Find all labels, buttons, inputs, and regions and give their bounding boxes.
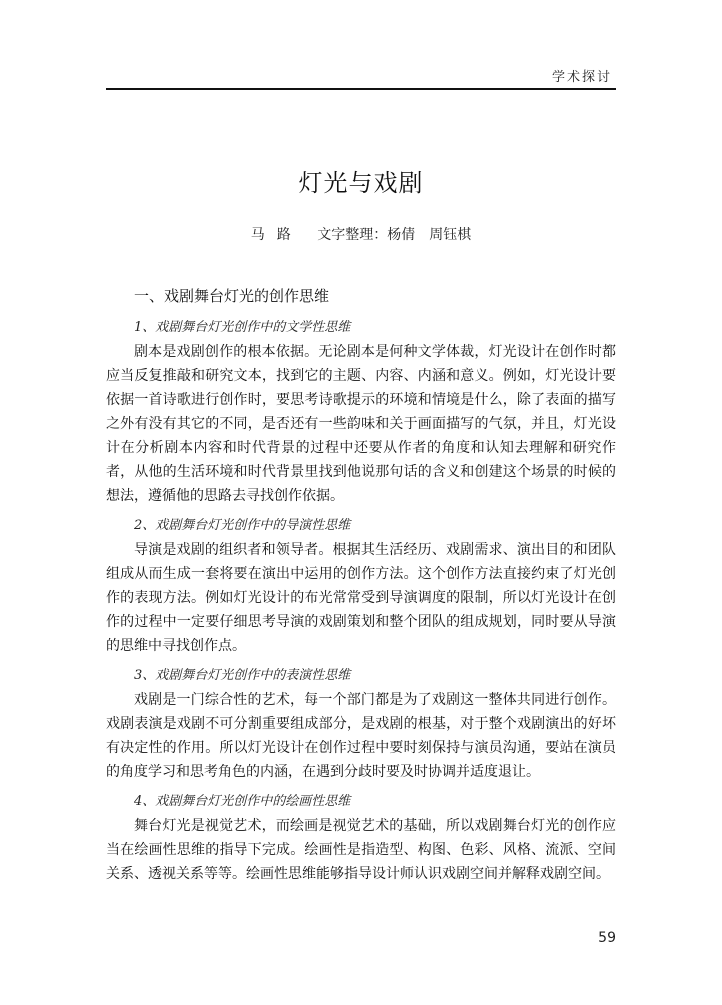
subsection-heading: 4、戏剧舞台灯光创作中的绘画性思维 bbox=[134, 794, 351, 809]
body-paragraph: 导演是戏剧的组织者和领导者。根据其生活经历、戏剧需求、演出目的和团队组成从而生成一套将要在演出中运用的创作方法。这个创作方法直接约束了灯光创作的表现方法。例如灯光设计的布光常常受到导演调度的限制，所以灯光设计在创作的过程中一定要仔细思考导演的戏剧策划和整个团队的组成规划，同时要从导演的思维中寻找创作点。 bbox=[106, 542, 616, 654]
subsection-heading: 3、戏剧舞台灯光创作中的表演性思维 bbox=[134, 668, 351, 683]
running-header-label: 学术探讨 bbox=[551, 70, 612, 85]
article-body bbox=[106, 282, 616, 886]
subsection-heading: 2、戏剧舞台灯光创作中的导演性思维 bbox=[134, 518, 351, 533]
page-number: 59 bbox=[598, 930, 616, 946]
subsection-heading: 1、戏剧舞台灯光创作中的文学性思维 bbox=[134, 320, 351, 335]
section-heading: 一、戏剧舞台灯光的创作思维 bbox=[134, 287, 330, 305]
editors-credit: 文字整理：杨倩 周钰棋 bbox=[317, 227, 472, 243]
header-rule bbox=[106, 88, 616, 90]
article-title: 灯光与戏剧 bbox=[298, 169, 424, 197]
author-name: 马路 bbox=[250, 227, 303, 243]
body-paragraph: 戏剧是一门综合性的艺术，每一个部门都是为了戏剧这一整体共同进行创作。戏剧表演是戏剧不可分割重要组成部分，是戏剧的根基，对于整个戏剧演出的好坏有决定性的作用。所以灯光设计在创作过程中要时刻保持与演员沟通，要站在演员的角度学习和思考角色的内涵，在遇到分歧时要及时协调并适度退让。 bbox=[106, 692, 616, 780]
body-paragraph: 剧本是戏剧创作的根本依据。无论剧本是何种文学体裁，灯光设计在创作时都应当反复推敲和研究文本，找到它的主题、内容、内涵和意义。例如，灯光设计要依据一首诗歌进行创作时，要思考诗歌提示的环境和情境是什么，除了表面的描写之外有没有其它的不同，是否还有一些韵味和关于画面描写的气氛，并且，灯光设计在分析剧本内容和时代背景的过程中还要从作者的角度和认知去理解和研究作者，从他的生活环境和时代背景里找到他说那句话的含义和创建这个场景的时候的想法，遵循他的思路去寻找创作依据。 bbox=[106, 344, 616, 504]
byline bbox=[0, 224, 722, 244]
body-paragraph: 舞台灯光是视觉艺术，而绘画是视觉艺术的基础，所以戏剧舞台灯光的创作应当在绘画性思维的指导下完成。绘画性是指造型、构图、色彩、风格、流派、空间关系、透视关系等等。绘画性思维能够指导设计师认识戏剧空间并解释戏剧空间。 bbox=[106, 818, 616, 882]
